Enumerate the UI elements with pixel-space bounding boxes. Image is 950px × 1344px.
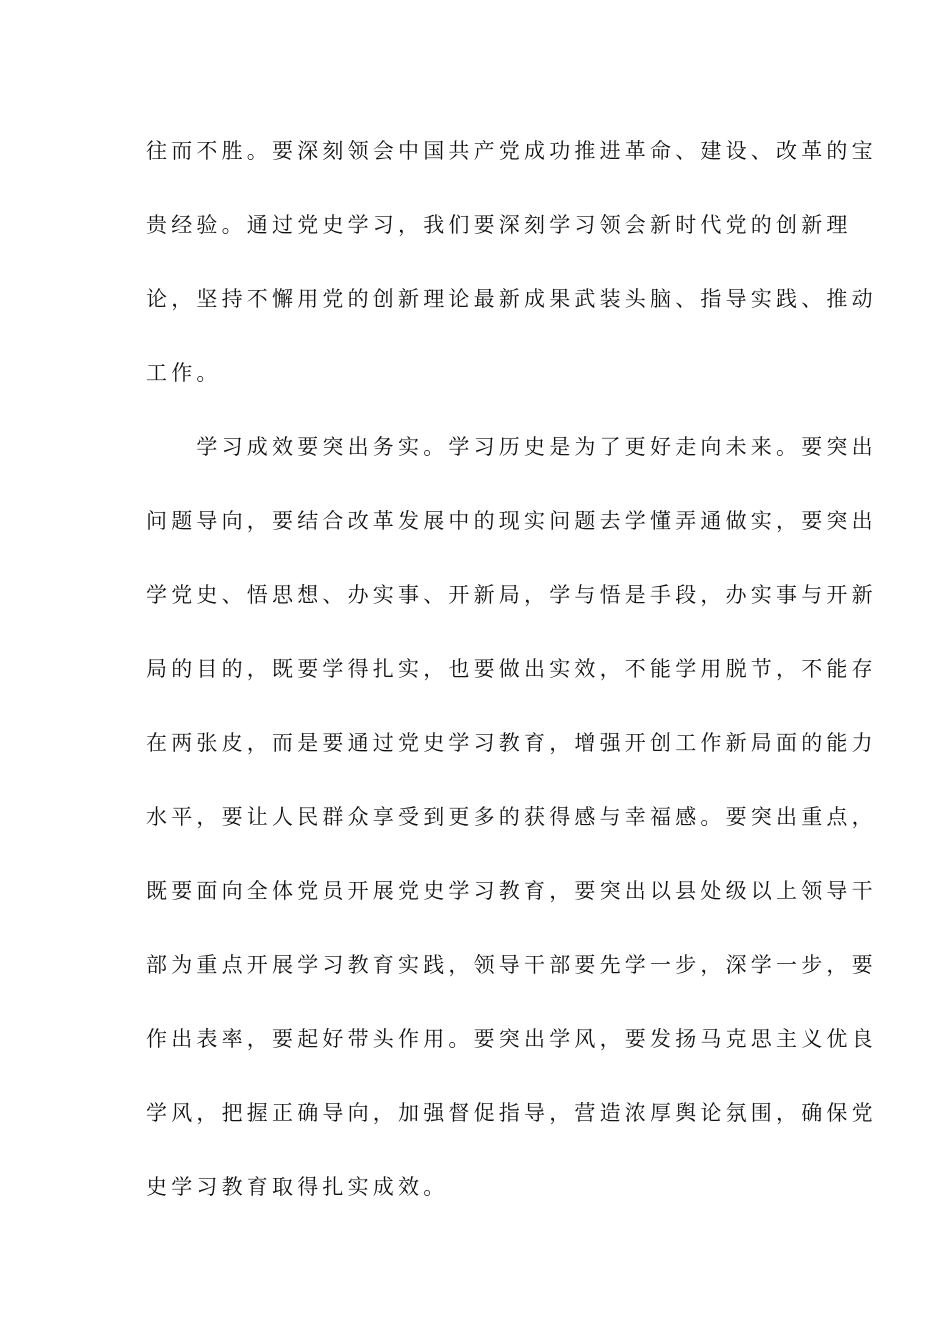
text-line: 学习成效要突出务实。学习历史是为了更好走向未来。要突出 xyxy=(146,435,877,459)
text-line: 在两张皮，而是要通过党史学习教育，增强开创工作新局面的能力 xyxy=(146,731,877,755)
text-line: 史学习教育取得扎实成效。 xyxy=(146,1175,449,1199)
text-line: 工作。 xyxy=(146,361,222,385)
text-line: 问题导向，要结合改革发展中的现实问题去学懂弄通做实，要突出 xyxy=(146,509,877,533)
text-line: 作出表率，要起好带头作用。要突出学风，要发扬马克思主义优良 xyxy=(146,1027,877,1051)
paragraph-2 xyxy=(146,424,877,1238)
text-line: 水平，要让人民群众享受到更多的获得感与幸福感。要突出重点， xyxy=(146,805,877,829)
text-line: 贵经验。通过党史学习，我们要深刻学习领会新时代党的创新理 xyxy=(146,213,852,237)
text-line: 学风，把握正确导向，加强督促指导，营造浓厚舆论氛围，确保党 xyxy=(146,1101,877,1125)
paragraph-1 xyxy=(146,128,877,424)
text-line: 往而不胜。要深刻领会中国共产党成功推进革命、建设、改革的宝 xyxy=(146,139,877,163)
text-line: 论，坚持不懈用党的创新理论最新成果武装头脑、指导实践、推动 xyxy=(146,287,877,311)
text-line: 学党史、悟思想、办实事、开新局，学与悟是手段，办实事与开新 xyxy=(146,583,877,607)
text-line: 既要面向全体党员开展党史学习教育，要突出以县处级以上领导干 xyxy=(146,879,877,903)
text-line: 局的目的，既要学得扎实，也要做出实效，不能学用脱节，不能存 xyxy=(146,657,877,681)
text-line: 部为重点开展学习教育实践，领导干部要先学一步，深学一步，要 xyxy=(146,953,877,977)
